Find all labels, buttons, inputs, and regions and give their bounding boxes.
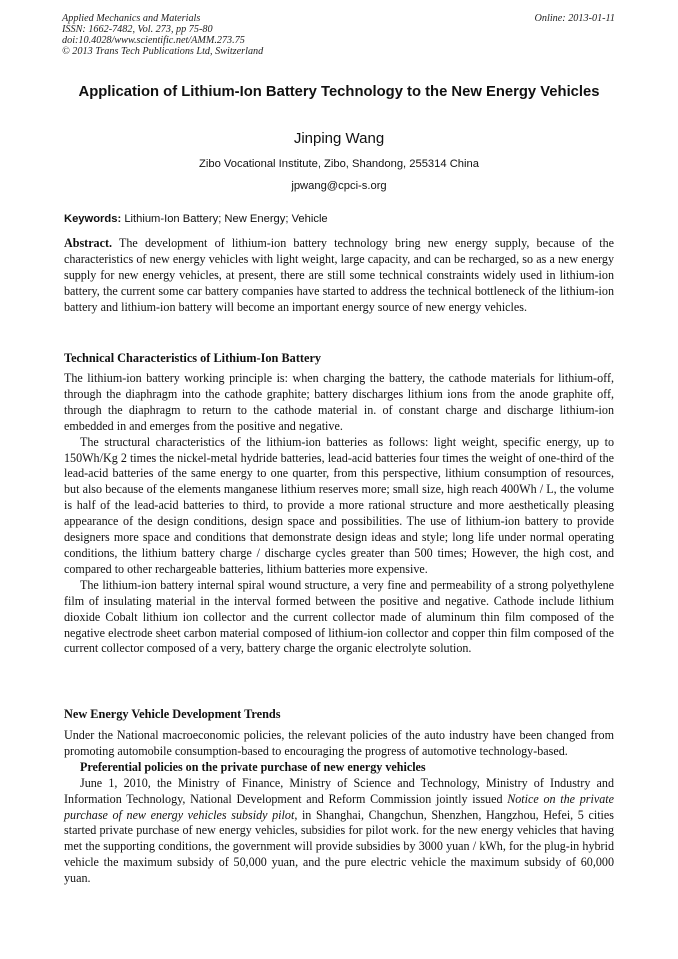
abstract-label: Abstract. <box>64 236 113 250</box>
paragraph: The structural characteristics of the lithium-ion batteries as follows: light weight, specific energy, up to 150Wh/Kg 2 times the nickel-metal hydride batteries, lead-acid batteries four times the weight of one-third of the lead-acid batteries of the same energy to one quarter, from this perspective, lithium consumption of resources, but also because of the elements manganese lithium reserves more; small size, high reach 400Wh / L, the volume is half of the lead-acid batteries to third, to provide a more rational structure and more aesthetically pleasing appearance of the design conditions, design space and possibilities. The use of lithium-ion battery to provide designers more space and conditions that demonstrate design ideas and style; long life under normal operating conditions, the lithium battery charge / discharge cycles greater than 500 times; However, the high cost, and compared to other rechargeable batteries, lithium batteries more expensive. <box>64 434 614 576</box>
author-name: Jinping Wang <box>293 130 385 147</box>
section-trends-body <box>64 728 614 887</box>
author-email: jpwang@cpci-s.org <box>291 180 387 192</box>
author-affiliation: Zibo Vocational Institute, Zibo, Shandong, 255314 China <box>199 158 479 170</box>
paragraph-text: , in Shanghai, Changchun, Shenzhen, Hangzhou, Hefei, 5 cities started private purchase of new energy vehicles, subsidies for pilot work. for the new energy vehicles that having met the supporting conditions, the government will provide subsidies by 3000 yuan / kWh, for the plug-in hybrid vehicle the maximum subsidy of 50,000 yuan, and the pure electric vehicle the maximum subsidy of 60,000 yuan. <box>64 807 614 886</box>
section-heading-trends: New Energy Vehicle Development Trends <box>64 707 281 721</box>
paragraph: The lithium-ion battery working principle is: when charging the battery, the cathode materials for lithium-off, through the diaphragm into the cathode graphite; battery discharges lithium ions from the anode graphite off, through the diaphragm to return to the cathode material in. of constant charge and discharge lithium-ion embedded in and emerges from the positive and negative. <box>64 371 614 433</box>
abstract <box>64 236 614 316</box>
keywords-text: Lithium-Ion Battery; New Energy; Vehicle <box>124 213 328 225</box>
abstract-text: The development of lithium-ion battery technology bring new energy supply, because of the characteristics of new energy vehicles with light weight, large capacity, and can be recharged, so as a new energy supply for new energy vehicles, at present, there are still some technical constraints widely used in lithium-ion battery, the current some car battery companies have started to address the technical bottleneck of the lithium-ion battery and lithium-ion battery will become an important energy source of new energy vehicles. <box>64 236 614 314</box>
copyright-line: © 2013 Trans Tech Publications Ltd, Switzerland <box>62 46 264 57</box>
paper-title: Application of Lithium-Ion Battery Technology to the New Energy Vehicles <box>78 84 600 100</box>
subsection-heading: Preferential policies on the private purchase of new energy vehicles <box>80 759 426 774</box>
paragraph <box>64 776 614 887</box>
journal-name: Applied Mechanics and Materials <box>62 13 201 24</box>
paragraph: Under the National macroeconomic policies, the relevant policies of the auto industry have been changed from promoting automobile consumption-based to encouraging the progress of automotive technology-based. <box>64 728 614 758</box>
issn-line: ISSN: 1662-7482, Vol. 273, pp 75-80 <box>62 24 213 35</box>
paragraph: The lithium-ion battery internal spiral wound structure, a very fine and permeability of a strong polyethylene film of insulating material in the interval formed between the positive and negative. Cathode include lithium dioxide Cobalt lithium ion collector and the current collector made of aluminum thin film composed of the negative electrode sheet carbon material composed of lithium-ion collector and copper thin film composed of the current collector composed of a very, battery charge the organic electrolyte solution. <box>64 577 614 656</box>
notice-title: Notice on the private purchase of new energy vehicles subsidy pilot <box>64 791 614 822</box>
online-date: Online: 2013-01-11 <box>534 13 615 24</box>
keywords <box>64 212 328 226</box>
doi-line: doi:10.4028/www.scientific.net/AMM.273.75 <box>62 35 245 46</box>
journal-header <box>62 13 263 57</box>
section-heading-technical: Technical Characteristics of Lithium-Ion Battery <box>64 351 322 365</box>
keywords-label: Keywords: <box>64 213 122 225</box>
section-technical-body <box>64 371 614 657</box>
paragraph-text: June 1, 2010, the Ministry of Finance, Ministry of Science and Technology, Ministry of Industry and Information Technology, National Development and Reform Commission jointly issued <box>64 775 614 806</box>
